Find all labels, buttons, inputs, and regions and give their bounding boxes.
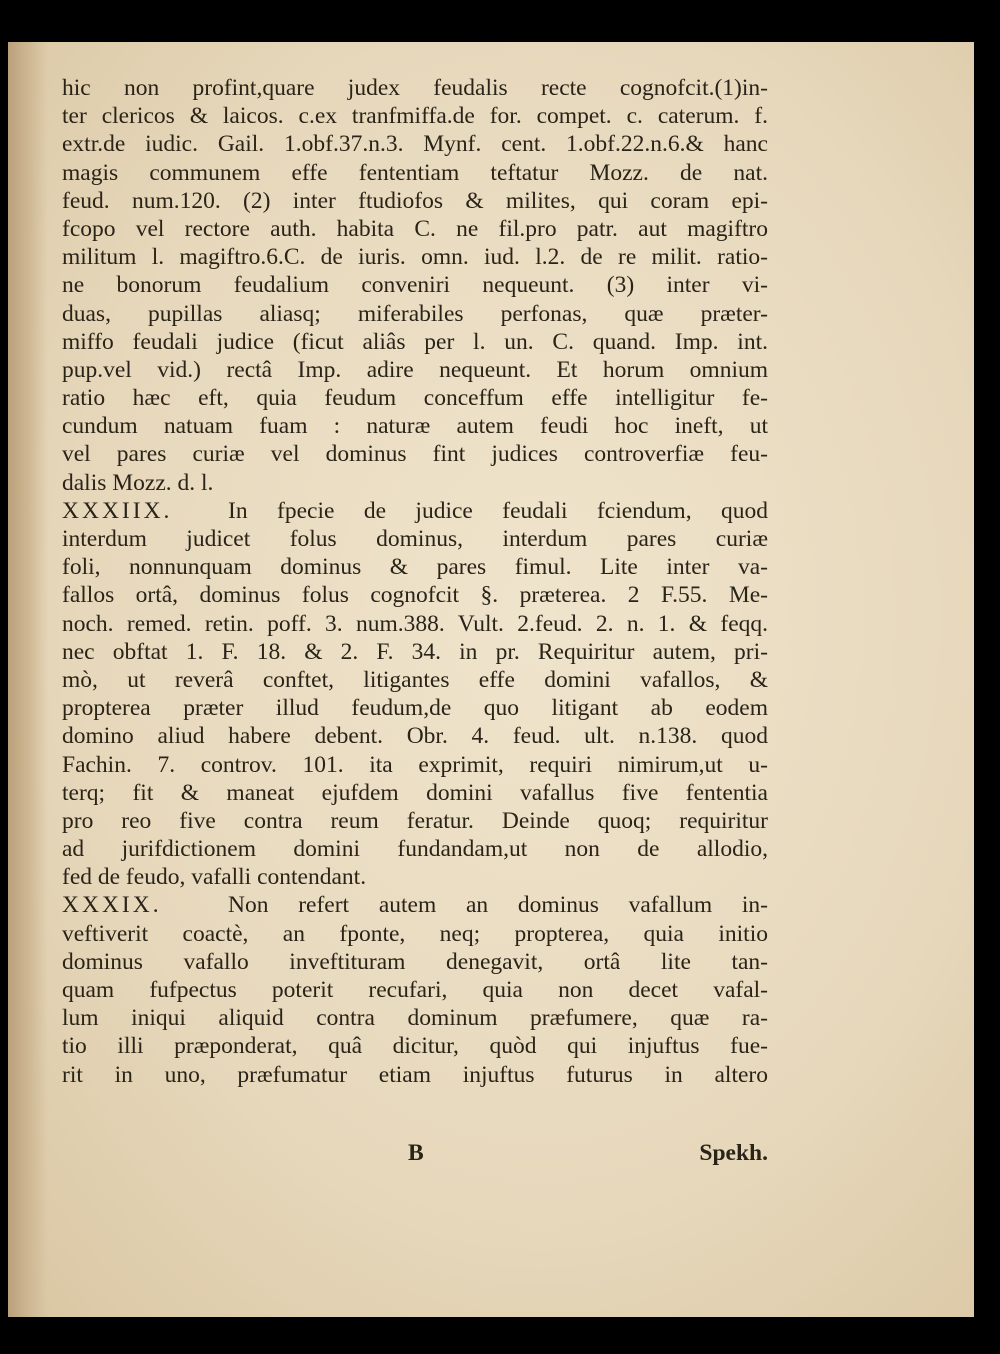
text-line: fed de feudo, vafalli contendant.: [62, 864, 367, 891]
text-line: interdum judicet folus dominus, interdum pares curiæ: [62, 526, 768, 552]
text-line: extr.de iudic. Gail. 1.obf.37.n.3. Mynf. cent. 1.obf.22.n.6.& hanc: [62, 131, 768, 158]
text-line: propterea præter illud feudum,de quo litigant ab eodem: [62, 695, 768, 722]
text-line: pup.vel vid.) rectâ Imp. adire nequeunt. Et horum omnium: [62, 356, 768, 383]
text-line: terq; fit & maneat ejufdem domini vafallus five fententia: [62, 779, 768, 806]
text-line: magis communem effe fententiam teftatur Mozz. de nat.: [62, 159, 768, 186]
text-line: ad jurifdictionem domini fundandam,ut non de allodio,: [62, 836, 768, 863]
text-line: noch. remed. retin. poff. 3. num.388. Vult. 2.feud. 2. n. 1. & feqq.: [62, 610, 768, 637]
text-line-content: In fpecie de judice feudali fciendum, quod: [228, 497, 768, 524]
text-line: foli, nonnunquam dominus & pares fimul. Lite inter va-: [62, 554, 768, 581]
page-footer: [62, 1140, 768, 1168]
text-line: ter clericos & laicos. c.ex tranfmiffa.de for. compet. c. caterum. f.: [62, 103, 768, 130]
page-text-block: [62, 74, 768, 1089]
section-xxxiix-first-line: [62, 497, 768, 525]
text-line: feud. num.120. (2) inter ftudiofos & milites, qui coram epi-: [62, 187, 768, 214]
section-number-xxxix: XXXIX.: [62, 892, 162, 919]
text-line: Fachin. 7. controv. 101. ita exprimit, requiri nimirum,ut u-: [62, 751, 768, 778]
text-line: fallos ortâ, dominus folus cognofcit §. præterea. 2 F.55. Me-: [62, 582, 768, 609]
text-line: fcopo vel rectore auth. habita C. ne fil.pro patr. aut magiftro: [62, 215, 768, 242]
text-line: cundum natuam fuam : naturæ autem feudi hoc ineft, ut: [62, 413, 768, 440]
text-line: veftiverit coactè, an fponte, neq; propterea, quia initio: [62, 920, 768, 947]
catchword: Spekh.: [699, 1140, 768, 1166]
page-gutter-shadow: [8, 42, 48, 1317]
text-line: mò, ut reverâ conftet, litigantes effe domini vafallos, &: [62, 666, 768, 693]
text-line: nec obftat 1. F. 18. & 2. F. 34. in pr. Requiritur autem, pri-: [62, 638, 768, 665]
text-line: hic non profint,quare judex feudalis recte cognofcit.(1)in-: [62, 75, 768, 101]
section-number-xxxiix: XXXIIX.: [62, 497, 173, 524]
text-line: dalis Mozz. d. l.: [62, 469, 214, 496]
text-line: tio illi præponderat, quâ dicitur, quòd qui injuftus fue-: [62, 1033, 768, 1060]
text-line: duas, pupillas aliasq; miferabiles perfonas, quæ præter-: [62, 300, 768, 327]
text-line: quam fufpectus poterit recufari, quia non decet vafal-: [62, 977, 768, 1003]
text-line: ne bonorum feudalium conveniri nequeunt. (3) inter vi-: [62, 272, 768, 299]
section-xxxix-first-line: [62, 891, 768, 919]
text-line: vel pares curiæ vel dominus fint judices controverfiæ feu-: [62, 441, 768, 468]
text-line: miffo feudali judice (ficut aliâs per l. un. C. quand. Imp. int.: [62, 328, 768, 355]
signature-mark: B: [408, 1140, 424, 1166]
text-line: ratio hæc eft, quia feudum conceffum effe intelligitur fe-: [62, 385, 768, 412]
text-line-content: Non refert autem an dominus vafallum in-: [228, 892, 768, 919]
text-line: militum l. magiftro.6.C. de iuris. omn. iud. l.2. de re milit. ratio-: [62, 244, 768, 271]
text-line: lum iniqui aliquid contra dominum præfumere, quæ ra-: [62, 1005, 768, 1032]
text-line: rit in uno, præfumatur etiam injuftus futurus in altero: [62, 1061, 768, 1088]
text-line: domino aliud habere debent. Obr. 4. feud. ult. n.138. quod: [62, 723, 768, 750]
text-line: dominus vafallo inveftituram denegavit, ortâ lite tan-: [62, 948, 768, 975]
text-line: pro reo five contra reum feratur. Deinde quoq; requiritur: [62, 807, 768, 834]
